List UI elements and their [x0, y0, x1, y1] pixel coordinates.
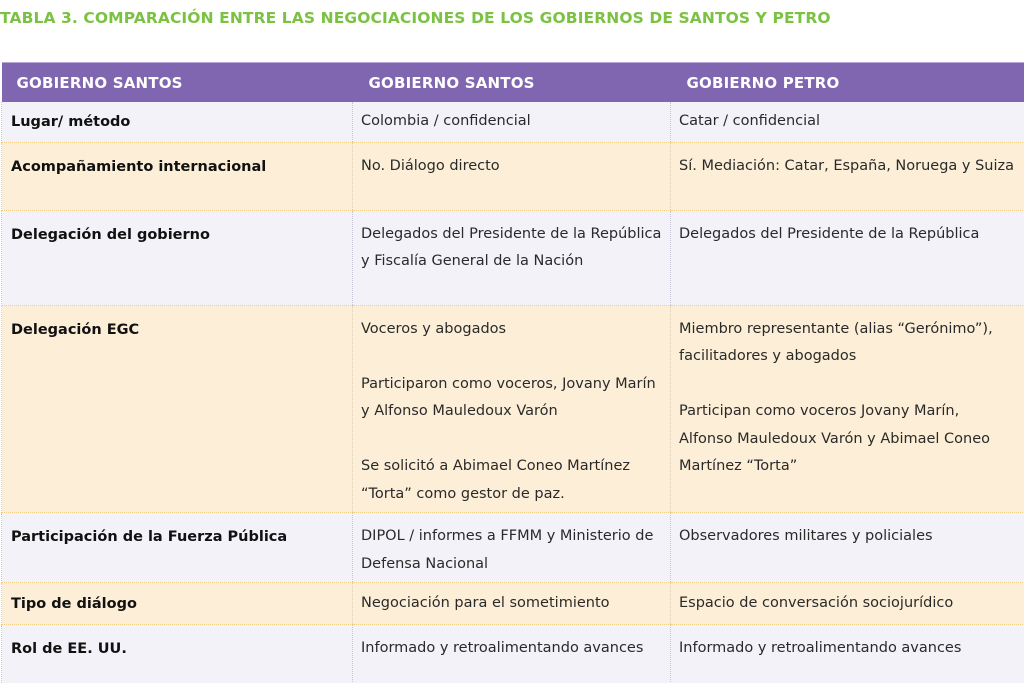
row-label: Delegación EGC: [2, 305, 353, 513]
petro-cell: [671, 142, 1024, 210]
santos-cell: [353, 625, 671, 683]
cell-text: Delegados del Presidente de la República y Fiscalía General de la Nación: [361, 225, 662, 269]
cell-text: Delegados del Presidente de la República: [679, 225, 980, 242]
cell-text: Participan como voceros Jovany Marín, Alfonso Mauledoux Varón y Abimael Coneo Martínez “Torta”: [679, 403, 991, 474]
row-label: Participación de la Fuerza Pública: [2, 513, 353, 583]
row-label: Lugar/ método: [2, 102, 353, 142]
cell-text: Informado y retroalimentando avances: [361, 640, 644, 656]
cell-text: Colombia / confidencial: [361, 113, 531, 129]
cell-text: Espacio de conversación sociojurídico: [679, 595, 954, 611]
table-row: [2, 583, 1024, 625]
petro-cell: [671, 305, 1024, 513]
cell-text: Miembro representante (alias “Gerónimo”), facilitadores y abogados: [679, 320, 993, 364]
santos-cell: [353, 305, 671, 513]
santos-cell: [353, 583, 671, 625]
cell-text: Negociación para el sometimiento: [361, 595, 610, 611]
column-header-aspect: GOBIERNO SANTOS: [2, 63, 353, 103]
cell-text: Informado y retroalimentando avances: [679, 640, 962, 656]
petro-cell: [671, 210, 1024, 305]
santos-cell: [353, 102, 671, 142]
cell-text: No. Diálogo directo: [361, 157, 500, 174]
comparison-table: [1, 62, 1024, 683]
table-row: [2, 513, 1024, 583]
table-title: TABLA 3. COMPARACIÓN ENTRE LAS NEGOCIACIONES DE LOS GOBIERNOS DE SANTOS Y PETRO: [0, 9, 831, 27]
santos-cell: [353, 513, 671, 583]
santos-cell: [353, 210, 671, 305]
petro-cell: [671, 102, 1024, 142]
cell-text: Catar / confidencial: [679, 113, 821, 129]
table-row: [2, 102, 1024, 142]
table-row: [2, 210, 1024, 305]
cell-text: Se solicitó a Abimael Coneo Martínez “Torta” como gestor de paz.: [361, 458, 630, 502]
row-label: Acompañamiento internacional: [2, 142, 353, 210]
table-header-row: [2, 63, 1024, 103]
santos-cell: [353, 142, 671, 210]
cell-text: Participaron como voceros, Jovany Marín y Alfonso Mauledoux Varón: [361, 375, 656, 419]
cell-text: Observadores militares y policiales: [679, 528, 933, 544]
table-row: [2, 625, 1024, 683]
column-header-petro: GOBIERNO PETRO: [671, 63, 1024, 103]
petro-cell: [671, 625, 1024, 683]
column-header-santos: GOBIERNO SANTOS: [353, 63, 671, 103]
petro-cell: [671, 583, 1024, 625]
cell-text: Voceros y abogados: [361, 320, 507, 337]
table-row: [2, 142, 1024, 210]
row-label: Delegación del gobierno: [2, 210, 353, 305]
petro-cell: [671, 513, 1024, 583]
cell-text: DIPOL / informes a FFMM y Ministerio de Defensa Nacional: [361, 528, 654, 572]
table-row: [2, 305, 1024, 513]
cell-text: Sí. Mediación: Catar, España, Noruega y Suiza: [679, 157, 1015, 174]
row-label: Tipo de diálogo: [2, 583, 353, 625]
row-label: Rol de EE. UU.: [2, 625, 353, 683]
